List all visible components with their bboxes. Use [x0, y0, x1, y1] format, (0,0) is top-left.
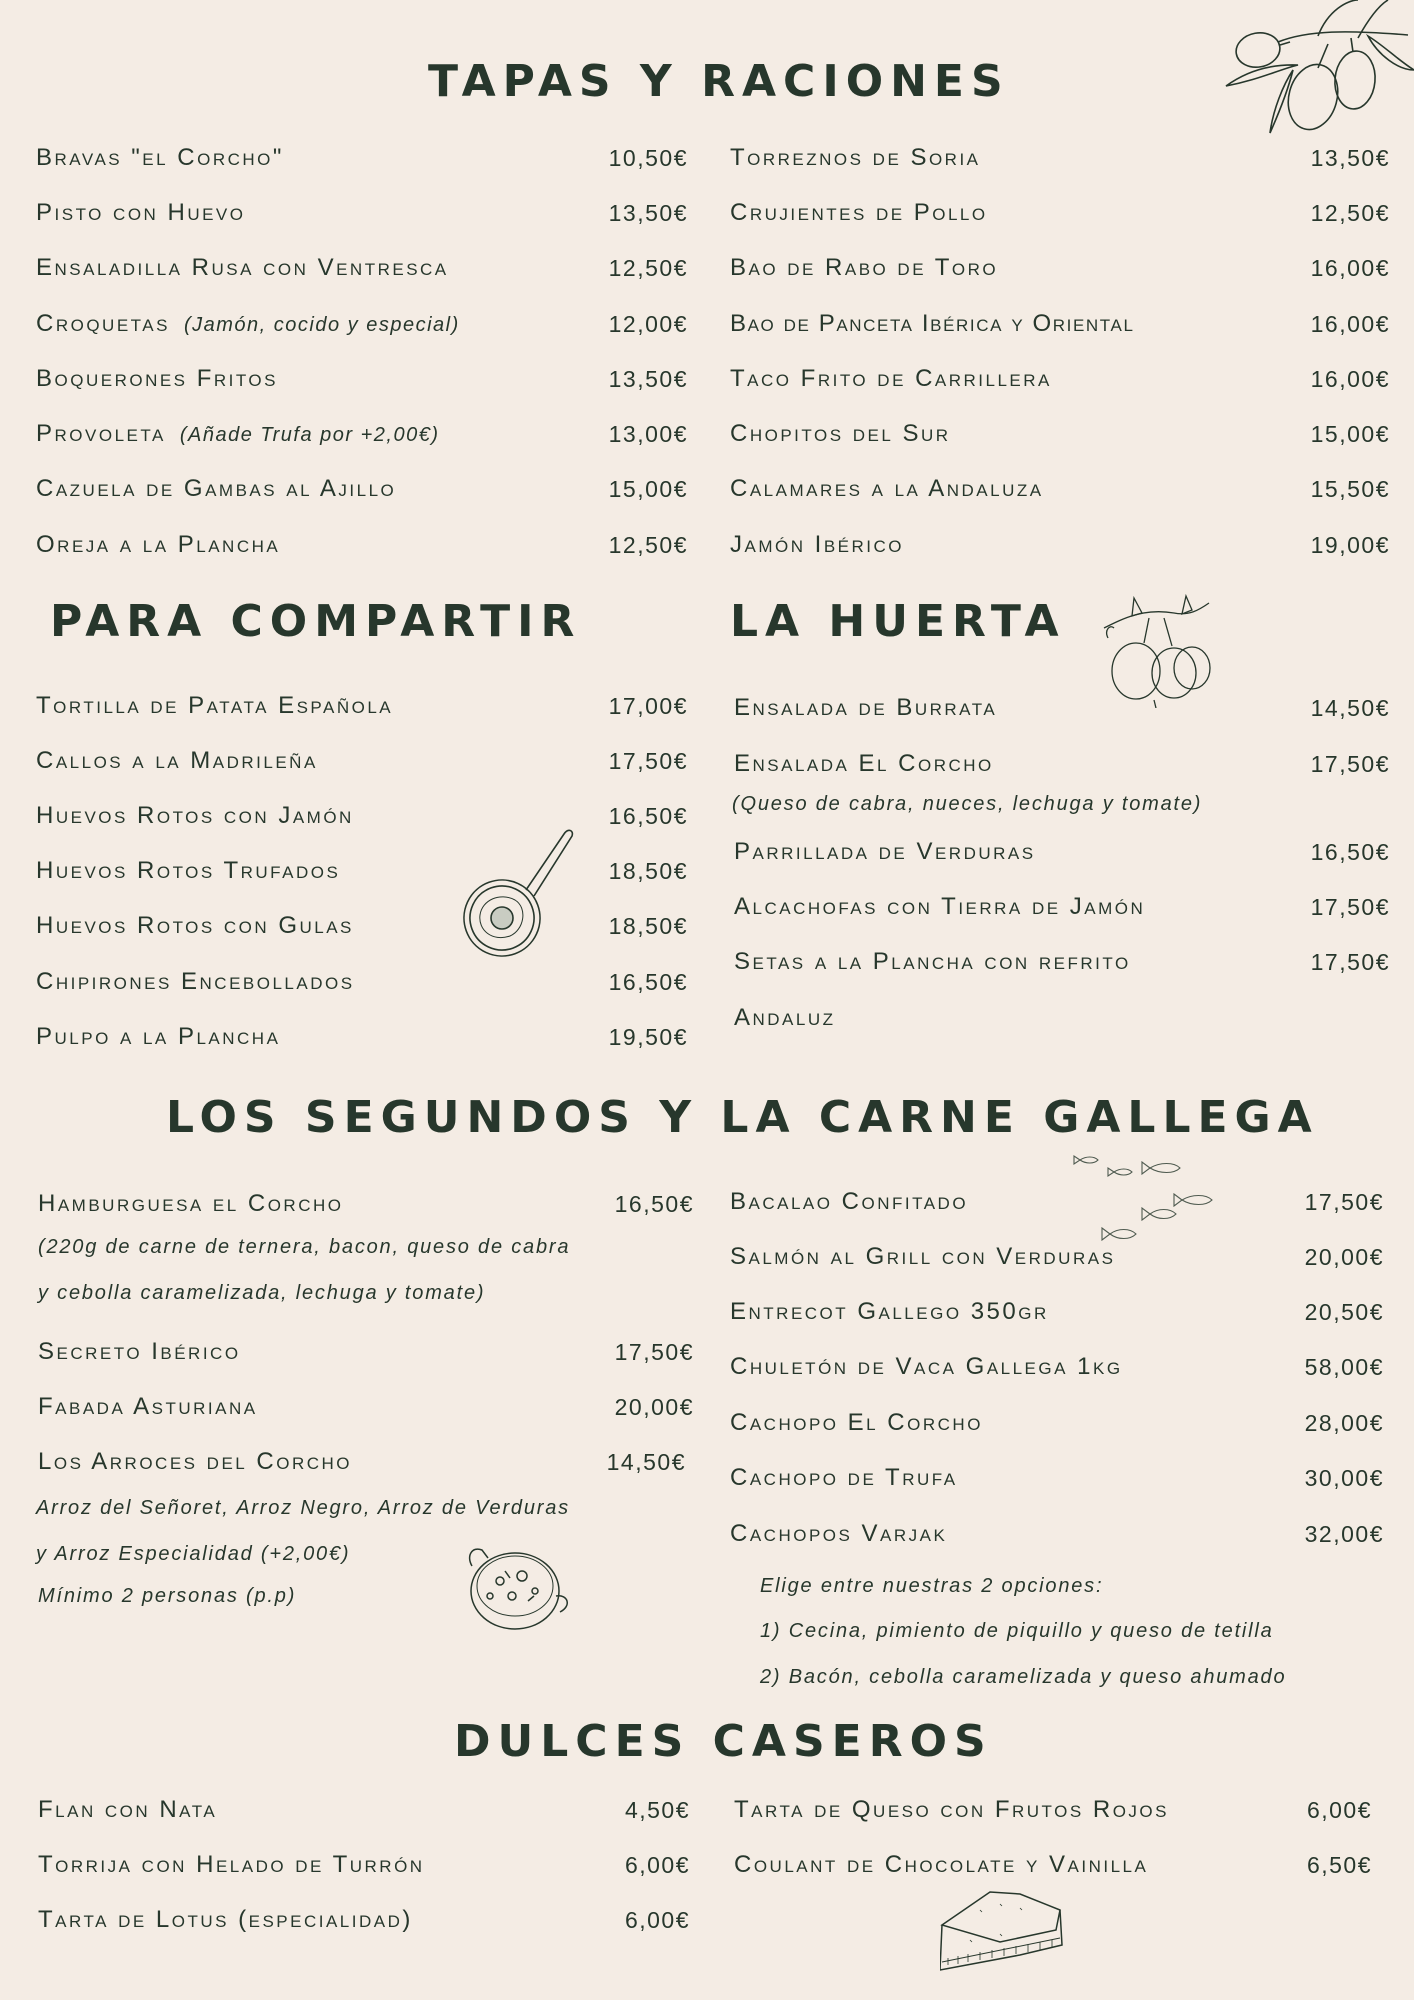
menu-item-price: 20,50€ — [1304, 1299, 1384, 1325]
menu-item-price: 16,00€ — [1310, 255, 1390, 281]
menu-item-price: 6,50€ — [1306, 1852, 1372, 1878]
menu-item: Huevos Rotos con Gulas — [36, 912, 354, 939]
menu-item-price: 17,50€ — [1310, 949, 1390, 975]
menu-item — [36, 420, 439, 448]
menu-item-price: 28,00€ — [1304, 1410, 1384, 1436]
menu-item-description: Arroz del Señoret, Arroz Negro, Arroz de Verduras — [36, 1497, 570, 1519]
menu-item-price: 15,00€ — [608, 476, 688, 502]
menu-item: Huevos Rotos Trufados — [36, 857, 341, 884]
menu-item: Callos a la Madrileña — [36, 747, 318, 774]
menu-item-price: 30,00€ — [1304, 1465, 1384, 1491]
menu-item-description: y cebolla caramelizada, lechuga y tomate) — [38, 1282, 486, 1304]
frying-pan-egg-icon — [460, 820, 580, 960]
menu-item: Hamburguesa el Corcho — [38, 1190, 344, 1217]
menu-item: Calamares a la Andaluza — [730, 475, 1044, 502]
menu-item-price: 32,00€ — [1304, 1521, 1384, 1547]
menu-item-price: 16,50€ — [608, 969, 688, 995]
menu-item: Setas a la Plancha con refrito — [734, 948, 1131, 975]
menu-item-price: 16,50€ — [608, 803, 688, 829]
menu-item: Chopitos del Sur — [730, 420, 951, 447]
menu-item: Coulant de Chocolate y Vainilla — [734, 1851, 1149, 1878]
menu-item: Parrillada de Verduras — [734, 838, 1036, 865]
menu-item: Salmón al Grill con Verduras — [730, 1243, 1116, 1270]
cachopo-option: 1) Cecina, pimiento de piquillo y queso de tetilla — [760, 1620, 1274, 1642]
menu-item-description: (Queso de cabra, nueces, lechuga y tomate) — [732, 793, 1203, 815]
menu-item: Cachopos Varjak — [730, 1520, 948, 1547]
menu-item: Secreto Ibérico — [38, 1338, 241, 1365]
menu-item: Tarta de Queso con Frutos Rojos — [734, 1796, 1169, 1823]
menu-item-price: 12,50€ — [608, 255, 688, 281]
tomato-vine-icon — [1094, 588, 1224, 708]
menu-item-price: 15,00€ — [1310, 421, 1390, 447]
menu-item-price: 19,50€ — [608, 1024, 688, 1050]
cachopo-option: 2) Bacón, cebolla caramelizada y queso ahumado — [760, 1666, 1287, 1688]
section-title-huerta: LA HUERTA — [730, 596, 1066, 647]
menu-item-price: 17,00€ — [608, 693, 688, 719]
section-title-compartir: PARA COMPARTIR — [50, 596, 582, 647]
menu-item: Cachopo de Trufa — [730, 1464, 958, 1491]
menu-item: Pisto con Huevo — [36, 199, 246, 226]
menu-item-price: 17,50€ — [1310, 894, 1390, 920]
section-title-tapas: TAPAS Y RACIONES — [428, 56, 1010, 107]
menu-item: Taco Frito de Carrillera — [730, 365, 1052, 392]
menu-item-price: 19,00€ — [1310, 532, 1390, 558]
section-title-segundos: LOS SEGUNDOS Y LA CARNE GALLEGA — [166, 1092, 1319, 1143]
menu-item: Tortilla de Patata Española — [36, 692, 394, 719]
paella-pan-icon — [460, 1536, 590, 1636]
menu-item-price: 16,50€ — [1310, 839, 1390, 865]
menu-item-price: 16,50€ — [614, 1191, 694, 1217]
menu-item-price: 16,00€ — [1310, 311, 1390, 337]
menu-item-description: (220g de carne de ternera, bacon, queso de cabra — [38, 1236, 571, 1258]
menu-item: Pulpo a la Plancha — [36, 1023, 281, 1050]
menu-item: Torreznos de Soria — [730, 144, 981, 171]
menu-item: Entrecot Gallego 350gr — [730, 1298, 1049, 1325]
menu-item-price: 13,50€ — [608, 200, 688, 226]
menu-item — [36, 310, 460, 338]
menu-item-price: 10,50€ — [608, 145, 688, 171]
menu-item: Crujientes de Pollo — [730, 199, 988, 226]
menu-item-price: 58,00€ — [1304, 1354, 1384, 1380]
menu-item-price: 18,50€ — [608, 858, 688, 884]
menu-item-note: (Añade Trufa por +2,00€) — [179, 424, 440, 446]
menu-item: Chuletón de Vaca Gallega 1kg — [730, 1353, 1123, 1380]
menu-item-price: 12,50€ — [608, 532, 688, 558]
menu-item: Los Arroces del Corcho — [38, 1448, 353, 1475]
menu-item-continuation: Andaluz — [734, 1004, 836, 1031]
menu-item: Bravas "el Corcho" — [36, 144, 284, 171]
menu-item-price: 12,00€ — [608, 311, 688, 337]
menu-item: Jamón Ibérico — [730, 531, 905, 558]
menu-item-price: 6,00€ — [624, 1852, 690, 1878]
menu-item: Torrija con Helado de Turrón — [38, 1851, 425, 1878]
menu-item: Cachopo El Corcho — [730, 1409, 983, 1436]
menu-item-description: Mínimo 2 personas (p.p) — [38, 1585, 297, 1607]
menu-item-price: 6,00€ — [624, 1907, 690, 1933]
menu-item-price: 4,50€ — [624, 1797, 690, 1823]
menu-item-price: 17,50€ — [608, 748, 688, 774]
menu-item-name: Provoleta — [36, 420, 166, 447]
menu-item: Alcachofas con Tierra de Jamón — [734, 893, 1146, 920]
menu-item-price: 20,00€ — [1304, 1244, 1384, 1270]
cheesecake-slice-icon — [940, 1890, 1064, 1980]
menu-item-price: 17,50€ — [614, 1339, 694, 1365]
menu-item: Tarta de Lotus (especialidad) — [38, 1906, 413, 1933]
menu-item-price: 16,00€ — [1310, 366, 1390, 392]
menu-item: Huevos Rotos con Jamón — [36, 802, 354, 829]
fish-school-icon — [1070, 1152, 1250, 1252]
menu-item-price: 17,50€ — [1304, 1189, 1384, 1215]
menu-item: Ensaladilla Rusa con Ventresca — [36, 254, 449, 281]
cachopo-options-note: Elige entre nuestras 2 opciones: — [760, 1575, 1104, 1597]
menu-item-price: 13,50€ — [1310, 145, 1390, 171]
olive-branch-icon — [1218, 0, 1414, 140]
menu-item-name: Croquetas — [36, 310, 170, 337]
menu-item-price: 12,50€ — [1310, 200, 1390, 226]
menu-item: Flan con Nata — [38, 1796, 218, 1823]
menu-item-price: 14,50€ — [606, 1449, 686, 1475]
section-title-dulces: DULCES CASEROS — [454, 1716, 993, 1767]
menu-item: Chipirones Encebollados — [36, 968, 355, 995]
menu-item: Cazuela de Gambas al Ajillo — [36, 475, 397, 502]
menu-item-price: 20,00€ — [614, 1394, 694, 1420]
menu-item-description: y Arroz Especialidad (+2,00€) — [36, 1543, 351, 1565]
menu-item-note: (Jamón, cocido y especial) — [183, 314, 460, 336]
menu-item-price: 13,00€ — [608, 421, 688, 447]
menu-item-price: 13,50€ — [608, 366, 688, 392]
menu-item: Ensalada El Corcho — [734, 750, 994, 777]
menu-item: Bao de Rabo de Toro — [730, 254, 999, 281]
menu-item-price: 18,50€ — [608, 913, 688, 939]
menu-item-price: 14,50€ — [1310, 695, 1390, 721]
menu-item-price: 6,00€ — [1306, 1797, 1372, 1823]
menu-item: Bao de Panceta Ibérica y Oriental — [730, 310, 1135, 337]
menu-item: Fabada Asturiana — [38, 1393, 258, 1420]
menu-item: Boquerones Fritos — [36, 365, 278, 392]
menu-item-price: 17,50€ — [1310, 751, 1390, 777]
menu-item: Bacalao Confitado — [730, 1188, 969, 1215]
menu-item: Ensalada de Burrata — [734, 694, 998, 721]
menu-item: Oreja a la Plancha — [36, 531, 281, 558]
menu-item-price: 15,50€ — [1310, 476, 1390, 502]
